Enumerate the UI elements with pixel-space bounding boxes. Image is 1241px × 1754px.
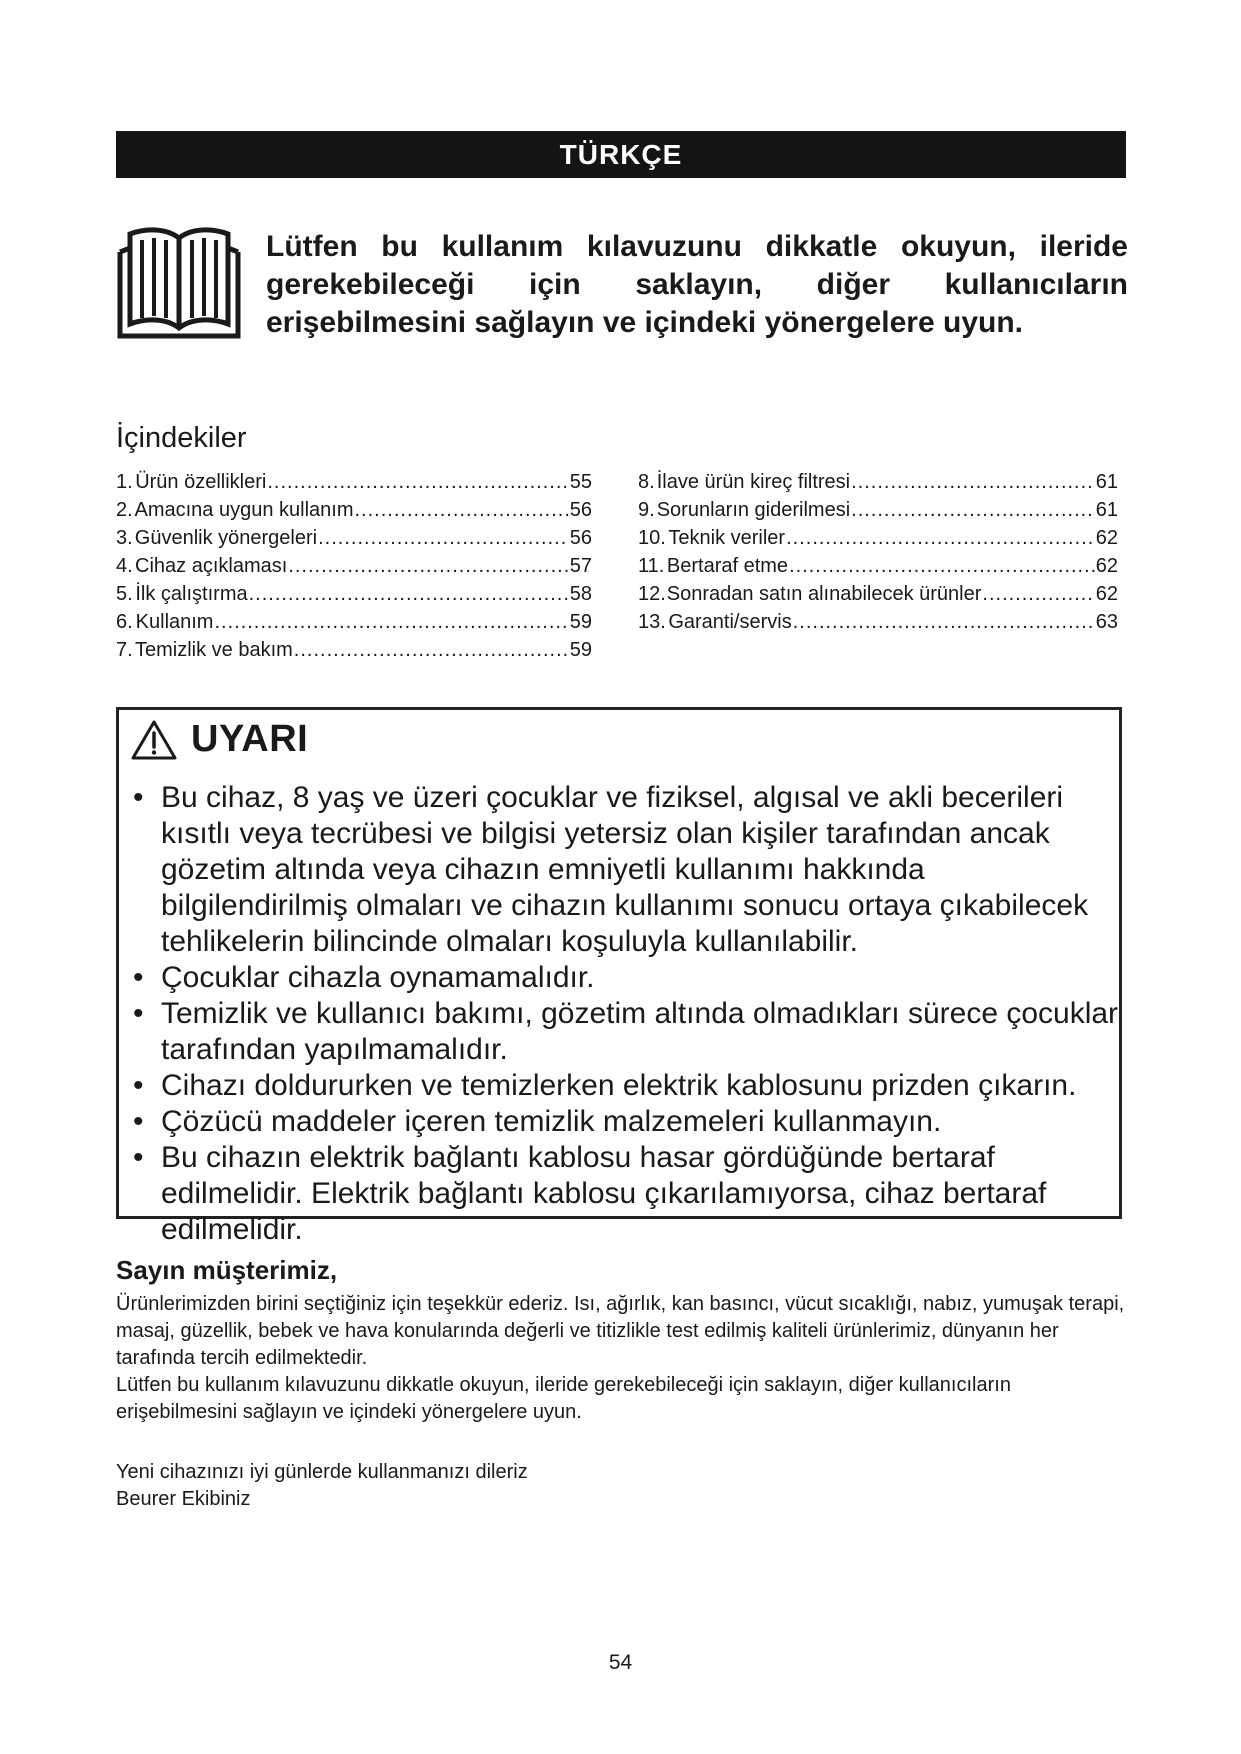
toc-page: 59 (569, 639, 592, 661)
toc-label: Teknik veriler (668, 527, 786, 549)
toc-number: 11. (638, 555, 665, 577)
toc-page: 57 (569, 555, 592, 577)
toc-entry (638, 524, 1118, 552)
toc-label: Cihaz açıklaması (135, 555, 288, 577)
toc-page: 61 (1095, 471, 1118, 493)
thanks-paragraph: Ürünlerimizden birini seçtiğiniz için teşekkür ederiz. Isı, ağırlık, kan basıncı, vücut sıcaklığı, nabız, yumuşak terapi, masaj, güzellik, bebek ve hava konularında değerli ve titizlikle test edilmiş kaliteli ürünlerimiz, dünyanın her tarafında tercih edilmektedir. (116, 1293, 1125, 1369)
toc-label: Temizlik ve bakım (134, 639, 293, 661)
warning-item-text: Çocuklar cihazla oynamamalıdır. (161, 961, 595, 994)
toc-label: İlave ürün kireç filtresi (656, 471, 851, 493)
toc-label: Garanti/servis (668, 611, 792, 633)
toc-title: İçindekiler (116, 422, 247, 454)
toc-page: 56 (569, 527, 592, 549)
toc-number: 2. (116, 499, 133, 521)
toc-entry (638, 580, 1118, 608)
toc-page: 61 (1095, 499, 1118, 521)
warning-item: • Temizlik ve kullanıcı bakımı, gözetim altında olmadıkları sürece çocuklar tarafından yapılmamalıdır. (133, 997, 1119, 1066)
toc-page: 62 (1095, 527, 1118, 549)
toc-number: 8. (638, 471, 655, 493)
toc-entry (116, 496, 592, 524)
intro-instruction: Lütfen bu kullanım kılavuzunu dikkatle okuyun, ileride gerekebileceği için saklayın, diğer kullanıcıların erişebilmesini sağlayın ve içindeki yönergelere uyun. (266, 230, 1128, 339)
toc-label: Güvenlik yönergeleri (134, 527, 318, 549)
warning-item-text: Temizlik ve kullanıcı bakımı, gözetim altında olmadıkları sürece çocuklar tarafından yapılmamalıdır. (161, 997, 1119, 1066)
toc-page: 55 (569, 471, 592, 493)
warning-box (116, 707, 1122, 1246)
toc-right-column (638, 468, 1118, 636)
toc-number: 7. (116, 639, 133, 661)
toc-entry (638, 608, 1118, 636)
toc-entry (116, 524, 592, 552)
toc-label: Ürün özellikleri (135, 471, 267, 493)
toc-entry (116, 636, 592, 664)
toc-number: 5. (116, 583, 133, 605)
toc-number: 13. (638, 611, 666, 633)
language-header (116, 131, 1126, 178)
closing-signature: Beurer Ekibiniz (116, 1488, 251, 1510)
toc-label: İlk çalıştırma (135, 583, 248, 605)
toc-page: 62 (1095, 583, 1118, 605)
language-title: TÜRKÇE (559, 138, 683, 170)
toc-page: 58 (569, 583, 592, 605)
toc-entry (638, 468, 1118, 496)
toc-entry (116, 552, 592, 580)
warning-item: • Çocuklar cihazla oynamamalıdır. (133, 961, 595, 994)
closing-wish: Yeni cihazınızı iyi günlerde kullanmanızı dileriz (116, 1461, 528, 1483)
toc-entry (638, 496, 1118, 524)
open-book-icon (116, 226, 242, 340)
toc-label: Kullanım (135, 611, 214, 633)
warning-list (129, 780, 1119, 1248)
warning-item-text: Çözücü maddeler içeren temizlik malzemeleri kullanmayın. (161, 1105, 942, 1138)
toc-entry (638, 552, 1118, 580)
greeting: Sayın müşterimiz, (116, 1255, 338, 1285)
instruction-paragraph: Lütfen bu kullanım kılavuzunu dikkatle okuyun, ileride gerekebileceği için saklayın, diğer kullanıcıların erişebilmesini sağlayın ve içindeki yönergelere uyun. (116, 1374, 1011, 1423)
toc-entry (116, 468, 592, 496)
warning-item-text: Cihazı doldururken ve temizlerken elektrik kablosunu prizden çıkarın. (161, 1069, 1077, 1102)
toc-number: 12. (638, 583, 666, 605)
toc-page: 59 (569, 611, 592, 633)
toc-number: 6. (116, 611, 133, 633)
toc-page: 62 (1095, 555, 1118, 577)
closing (116, 1459, 1126, 1513)
toc-entry (116, 608, 592, 636)
toc-number: 4. (116, 555, 133, 577)
warning-item: • Cihazı doldururken ve temizlerken elektrik kablosunu prizden çıkarın. (133, 1069, 1077, 1102)
warning-item: • Bu cihaz, 8 yaş ve üzeri çocuklar ve fiziksel, algısal ve akli becerileri kısıtlı veya tecrübesi ve bilgisi yetersiz olan kişiler tarafından ancak gözetim altında veya cihazın emniyetli kullanımı hakkında bilgilendirilmiş olmaları ve cihazın kullanımı sonucu ortaya çıkabilecek tehlikelerin bilincinde olmaları koşuluyla kullanılabilir. (133, 781, 1089, 958)
toc-page: 56 (569, 499, 592, 521)
toc-number: 10. (638, 527, 666, 549)
toc-label: Bertaraf etme (666, 555, 789, 577)
warning-header (131, 718, 308, 761)
toc-label: Sorunların giderilmesi (656, 499, 851, 521)
toc-label: Amacına uygun kullanım (134, 499, 354, 521)
warning-item-text: Bu cihaz, 8 yaş ve üzeri çocuklar ve fiziksel, algısal ve akli becerileri kısıtlı veya tecrübesi ve bilgisi yetersiz olan kişiler tarafından ancak gözetim altında veya cihazın emniyetli kullanımı hakkında bilgilendirilmiş olmaları ve cihazın kullanımı sonucu ortaya çıkabilecek tehlikelerin bilincinde olmaları koşuluyla kullanılabilir. (161, 781, 1089, 958)
toc-number: 3. (116, 527, 133, 549)
toc-number: 9. (638, 499, 655, 521)
warning-title: UYARI (191, 718, 309, 760)
page-number: 54 (608, 1651, 633, 1674)
warning-item: • Çözücü maddeler içeren temizlik malzemeleri kullanmayın. (133, 1105, 942, 1138)
warning-item: • Bu cihazın elektrik bağlantı kablosu hasar gördüğünde bertaraf edilmelidir. Elektrik bağlantı kablosu çıkarılamıyorsa, cihaz bertaraf edilmelidir. (133, 1141, 1047, 1246)
warning-item-text: Bu cihazın elektrik bağlantı kablosu hasar gördüğünde bertaraf edilmelidir. Elektrik bağlantı kablosu çıkarılamıyorsa, cihaz bertaraf edilmelidir. (161, 1141, 1047, 1246)
warning-triangle-icon (131, 719, 177, 761)
toc-page: 63 (1095, 611, 1118, 633)
toc-entry (116, 580, 592, 608)
toc-left-column (116, 468, 592, 664)
toc-label: Sonradan satın alınabilecek ürünler (666, 583, 982, 605)
toc-number: 1. (116, 471, 133, 493)
